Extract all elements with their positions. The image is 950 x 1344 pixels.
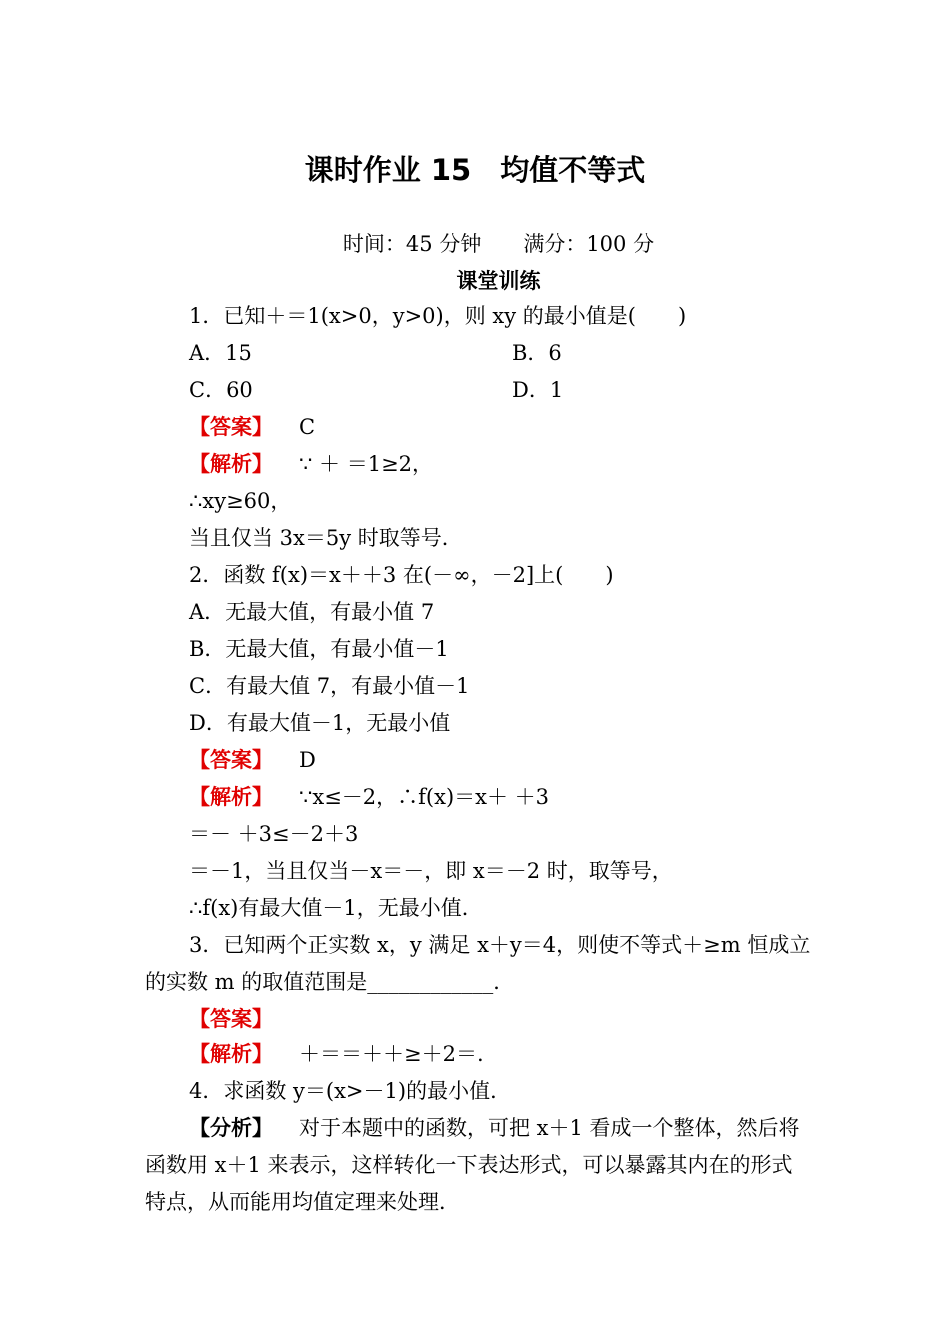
answer-tag: 【答案】 xyxy=(189,748,273,772)
q2-option-b: B．无最大值，有最小值－1 xyxy=(189,637,449,661)
answer-tag: 【答案】 xyxy=(189,415,273,439)
q3-analysis-text: ＋＝＝＋＋≥＋2＝. xyxy=(299,1042,484,1066)
q2-option-a: A．无最大值，有最小值 7 xyxy=(189,600,435,624)
q1-answer-value: C xyxy=(299,415,316,439)
q4-analysis-line-1 xyxy=(189,1114,800,1142)
q1-analysis-line-2: ∴xy≥60， xyxy=(189,489,292,513)
question-1-stem: 1．已知＋＝1(x>0，y>0)，则 xy 的最小值是( ) xyxy=(189,304,687,328)
question-2-stem: 2．函数 f(x)＝x＋＋3 在(－∞，－2]上( ) xyxy=(189,563,614,587)
question-4-stem: 4．求函数 y＝(x>－1)的最小值． xyxy=(189,1079,512,1103)
q3-analysis-line xyxy=(189,1040,484,1068)
q2-option-d: D．有最大值－1，无最小值 xyxy=(189,711,451,735)
analysis-tag: 【解析】 xyxy=(189,1042,273,1066)
q1-analysis-line-3: 当且仅当 3x＝5y 时取等号． xyxy=(189,526,463,550)
page-title: 课时作业 15 均值不等式 xyxy=(304,153,646,187)
q1-option-a: A．15 xyxy=(189,341,252,365)
q2-option-c: C．有最大值 7，有最小值－1 xyxy=(189,674,470,698)
question-3-stem-line-1: 3．已知两个正实数 x，y 满足 x＋y＝4，则使不等式＋≥m 恒成立 xyxy=(189,933,811,957)
answer-tag: 【答案】 xyxy=(189,1007,273,1031)
q2-analysis-line-3: ＝－1，当且仅当－x＝－，即 x＝－2 时，取等号， xyxy=(189,859,673,883)
q2-analysis-line xyxy=(189,783,549,811)
q4-fenxi-text-1: 对于本题中的函数，可把 x＋1 看成一个整体，然后将 xyxy=(299,1116,800,1140)
q1-option-c: C．60 xyxy=(189,378,253,402)
q1-analysis-line xyxy=(189,450,433,478)
analysis-tag: 【解析】 xyxy=(189,785,273,809)
q1-option-d: D．1 xyxy=(512,378,564,402)
q2-answer-line xyxy=(189,746,316,774)
q2-answer-value: D xyxy=(299,748,316,772)
q3-answer-line xyxy=(189,1005,273,1033)
q4-analysis-line-3: 特点，从而能用均值定理来处理． xyxy=(145,1190,460,1214)
q1-analysis-text: ∵ ＋ ＝1≥2， xyxy=(299,452,434,476)
time-score-info: 时间：45 分钟 满分：100 分 xyxy=(342,232,655,256)
section-heading: 课堂训练 xyxy=(456,269,541,293)
analysis-tag: 【解析】 xyxy=(189,452,273,476)
question-3-stem-line-2: 的实数 m 的取值范围是____________． xyxy=(145,970,515,994)
fenxi-tag: 【分析】 xyxy=(189,1116,273,1140)
q2-analysis-line-4: ∴f(x)有最大值－1，无最小值． xyxy=(189,896,483,920)
q2-analysis-text: ∵x≤－2，∴f(x)＝x＋ ＋3 xyxy=(299,785,550,809)
q1-answer-line xyxy=(189,413,315,441)
q4-analysis-line-2: 函数用 x＋1 来表示，这样转化一下表达形式，可以暴露其内在的形式 xyxy=(145,1153,793,1177)
q1-option-b: B．6 xyxy=(512,341,562,365)
q2-analysis-line-2: ＝－ ＋3≤－2＋3 xyxy=(189,822,359,846)
